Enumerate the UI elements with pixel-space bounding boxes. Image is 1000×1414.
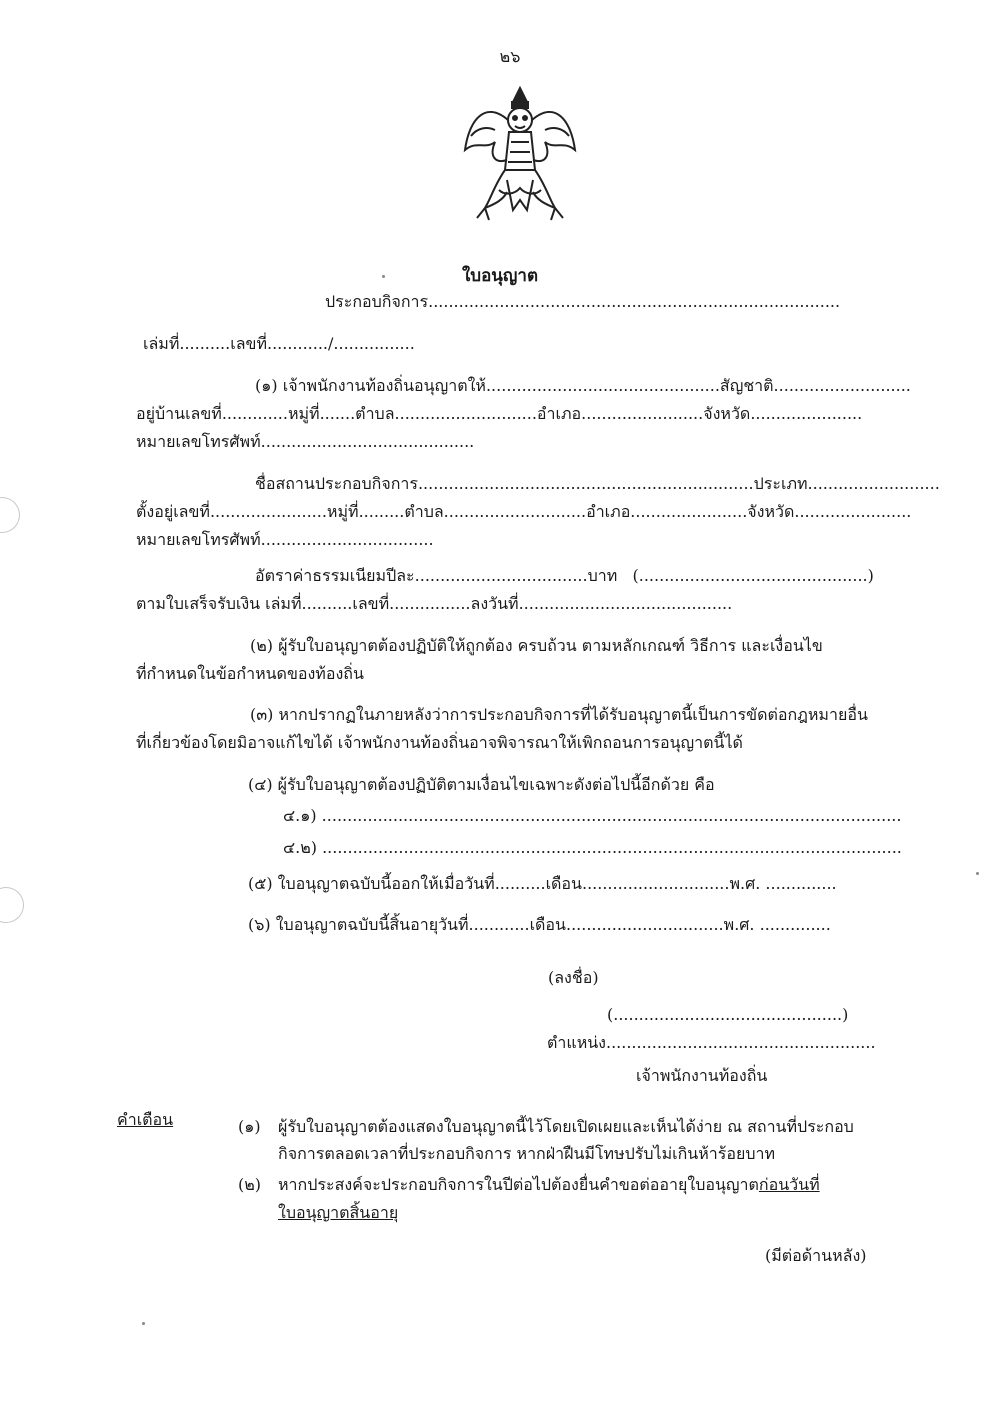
page-title: ใบอนุญาต: [462, 266, 538, 286]
signature-officer-title: เจ้าพนักงานท้องถิ่น: [636, 1066, 768, 1085]
warning-1-line-1: ผู้รับใบอนุญาตต้องแสดงใบอนุญาตนี้ไว้โดยเปิดเผยและเห็นได้ง่าย ณ สถานที่ประกอบ: [278, 1117, 854, 1136]
warning-2-number: (๒): [238, 1175, 262, 1194]
s1-phone-line: หมายเลขโทรศัพท์..........................................: [136, 432, 475, 451]
page-number: ๒๖: [499, 47, 521, 66]
continued-note: (มีต่อด้านหลัง): [765, 1246, 867, 1265]
s1-location-line: ตั้งอยู่เลขที่.......................หมู่ที่.........ตำบล............................อำเภอ.......................จังหวัด.......................: [136, 502, 912, 521]
signature-name-line: (.............................................): [607, 1005, 849, 1024]
warning-2-emphasis: ก่อนวันที่: [758, 1175, 820, 1194]
signature-label: (ลงชื่อ): [548, 968, 599, 987]
s3-line-1: (๓) หากปรากฏในภายหลังว่าการประกอบกิจการที่ได้รับอนุญาตนี้เป็นการขัดต่อกฎหมายอื่น: [250, 705, 868, 724]
scan-speck: [142, 1322, 145, 1325]
s4-line-1: (๔) ผู้รับใบอนุญาตต้องปฏิบัติตามเงื่อนไขเฉพาะดังต่อไปนี้อีกด้วย คือ: [248, 775, 715, 794]
s1-address-line: อยู่บ้านเลขที่.............หมู่ที่.......ตำบล............................อำเภอ........................จังหวัด......................: [136, 404, 863, 423]
s4-condition-1: ๔.๑) ..................................................................................................................: [283, 806, 902, 825]
s1-fee-line: อัตราค่าธรรมเนียมปีละ..................................บาท (.............................................): [255, 566, 874, 585]
s3-line-2: ที่เกี่ยวข้องโดยมิอาจแก้ไขได้ เจ้าพนักงานท้องถิ่นอาจพิจารณาให้เพิกถอนการอนุญาตนี้ได้: [136, 733, 743, 752]
s1-licensee-line: (๑) เจ้าพนักงานท้องถิ่นอนุญาตให้..............................................สัญชาติ...........................: [255, 376, 911, 395]
s2-line-2: ที่กำหนดในข้อกำหนดของท้องถิ่น: [136, 664, 364, 683]
signature-position-line: ตำแหน่ง.....................................................: [547, 1033, 876, 1052]
s5-issue-date-line: (๕) ใบอนุญาตฉบับนี้ออกให้เมื่อวันที่..........เดือน.............................พ.ศ. ..............: [248, 874, 837, 893]
s2-line-1: (๒) ผู้รับใบอนุญาตต้องปฏิบัติให้ถูกต้อง ครบถ้วน ตามหลักเกณฑ์ วิธีการ และเงื่อนไข: [250, 636, 823, 655]
warning-2-line-1: [278, 1175, 820, 1195]
s1-receipt-line: ตามใบเสร็จรับเงิน เล่มที่..........เลขที่................ลงวันที่..........................................: [136, 594, 733, 613]
business-type-line: ประกอบกิจการ.................................................................................: [325, 292, 841, 311]
warning-1-number: (๑): [238, 1117, 261, 1136]
s1-establishment-phone-line: หมายเลขโทรศัพท์..................................: [136, 530, 434, 549]
book-number-line: เล่มที่..........เลขที่............/................: [143, 334, 415, 353]
garuda-emblem-icon: [455, 80, 585, 230]
warning-1-line-2: กิจการตลอดเวลาที่ประกอบกิจการ หากฝ่าฝืนมีโทษปรับไม่เกินห้าร้อยบาท: [278, 1144, 776, 1163]
warning-label: คำเตือน: [117, 1110, 174, 1129]
punch-hole-bottom: [0, 887, 24, 923]
s1-establishment-line: ชื่อสถานประกอบกิจการ..................................................................ประเภท..........................: [255, 474, 940, 493]
s6-expiry-date-line: (๖) ใบอนุญาตฉบับนี้สิ้นอายุวันที่............เดือน...............................พ.ศ. ..............: [248, 915, 831, 934]
scan-speck: [976, 872, 979, 875]
warning-2-text: หากประสงค์จะประกอบกิจการในปีต่อไปต้องยื่นคำขอต่ออายุใบอนุญาต: [278, 1175, 759, 1194]
s4-condition-2: ๔.๒) ..................................................................................................................: [283, 838, 902, 857]
warning-2-line-2: ใบอนุญาตสิ้นอายุ: [278, 1203, 399, 1222]
punch-hole-top: [0, 497, 20, 533]
